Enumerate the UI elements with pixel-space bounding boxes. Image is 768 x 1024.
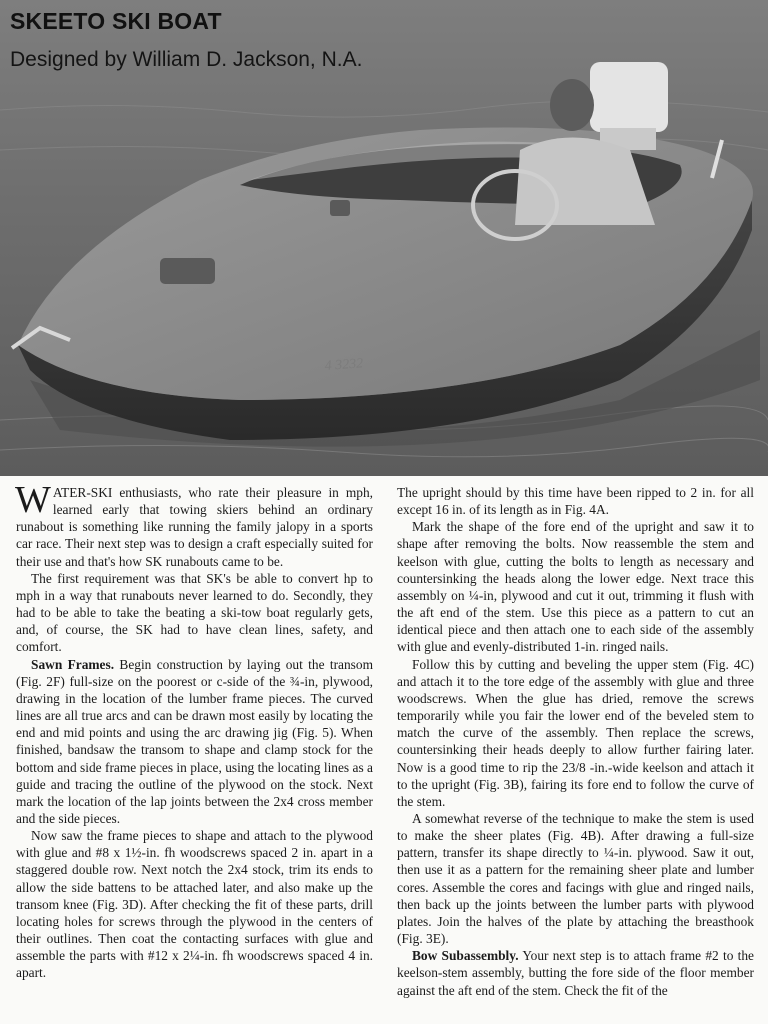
deck-fitting — [330, 200, 350, 216]
paragraph — [15, 479, 373, 570]
paragraph-text: -in, plywood, drawing in the location of the lumber frame pieces. The curved lines are all true arcs and can be drawn most easily by locating the end and mid points and using the arc drawing jig (Fig. 5). When finished, bandsaw the transom to shape and clamp stock for the bottom and side frame pieces in place, using the locating lines as a guide and tracing the outline of the plywood on the stock. Next mark the location of the lap joints between the 2x4 cross member and the side pieces. — [16, 673, 373, 826]
paragraph: The upright should by this time have been ripped to 2 in. for all except 16 in. of its length as in Fig. 4A. — [397, 485, 754, 518]
fraction: ¾ — [289, 673, 300, 689]
deck-vent — [160, 258, 215, 284]
paragraph-text: Your next step is to attach frame #2 to the keelson-stem assembly, butting the fore side of the floor member against the aft end of the stem. Check the fit of the — [397, 948, 754, 998]
paragraph: Mark the shape of the fore end of the upright and saw it to shape after removing the bolts. Now reassemble the stem and keelson with glue, cutting the bolts to length as necessary and countersinking the heads along the lower edge. Next trace this assembly on ¼-in, plywood and cut it out, trimming it flush with the aft end of the stem. Use this piece as a pattern to cut an identical piece and then attach one to each side of the assembly with glue and evenly-distributed 1-in. ringed nails. — [397, 519, 754, 655]
outboard-motor — [590, 62, 668, 132]
article-column-right — [397, 484, 754, 999]
paragraph — [397, 947, 754, 998]
boat-photo — [0, 0, 768, 476]
designer-credit: Designed by William D. Jackson, N.A. — [10, 48, 363, 71]
paragraph: A somewhat reverse of the technique to make the stem is used to make the sheer plates (Fig. 4B). After drawing a full-size pattern, transfer its shape directly to ¼-in. plywood. Saw it out, then use it as a pattern for the remaining sheer plate and lumber cores. Assemble the cores and facings with glue and ringed nails, then back up the joints between the lumber parts with plywood plates. Join the halves of the plate by attaching the breasthook (Fig. 3E). — [397, 810, 754, 947]
article-column-left — [15, 479, 373, 982]
paragraph: Now saw the frame pieces to shape and attach to the plywood with glue and #8 x 1½-in. fh woodscrews spaced 2 in. apart in a staggered double row. Next notch the 2x4 stock, trim its ends to allow the side battens to be attached later, and also make up the transom knee (Fig. 3D). After checking the fit of these parts, drill locating holes for screws through the plywood in the centers of their outlines. Then coat the contacting surfaces with glue and assemble the parts with #12 x 2¼-in. fh woodscrews spaced 4 in. apart. — [16, 828, 373, 981]
hull-marking: 4 3232 — [324, 356, 364, 374]
page-title: SKEETO SKI BOAT — [10, 8, 222, 34]
paragraph-text: Begin construction by laying out the transom (Fig. 2F) full-size on the poorest or c-side of the — [16, 656, 373, 689]
paragraph: Follow this by cutting and beveling the upper stem (Fig. 4C) and attach it to the tore edge of the assembly with glue and three woodscrews. When the glue has dried, remove the screws temporarily while you fair the lower end of the beveled stem to match the curve of the assembly. Then replace the screws, countersinking their heads deeply to allow further fairing later. Now is a good time to rip the 23/8 -in.-wide keelson and attach it to the upright (Fig. 3B), fairing its fore end to follow the curve of the stem. — [397, 656, 754, 809]
section-heading: Bow Subassembly. — [412, 948, 519, 964]
paragraph: The first requirement was that SK's be able to convert hp to mph in a way that runabouts never learned to do. Secondly, they had to be able to take the beating a ski-tow boat regularly gets, and, of course, the SK had to have clean lines, safety, and comfort. — [16, 570, 373, 655]
driver-head — [550, 79, 594, 131]
paragraph-text: ATER-SKI enthusiasts, who rate their pleasure in mph, learned early that towing skiers behind an ordinary runabout is something like running the family jalopy in a sports car race. Their next step was to design a craft especially suited for their use and that's how SK runabouts came to be. — [16, 485, 373, 569]
section-heading: Sawn Frames. — [31, 656, 115, 672]
article-body — [0, 476, 768, 1024]
paragraph — [16, 656, 373, 828]
drop-cap: W — [15, 479, 51, 521]
